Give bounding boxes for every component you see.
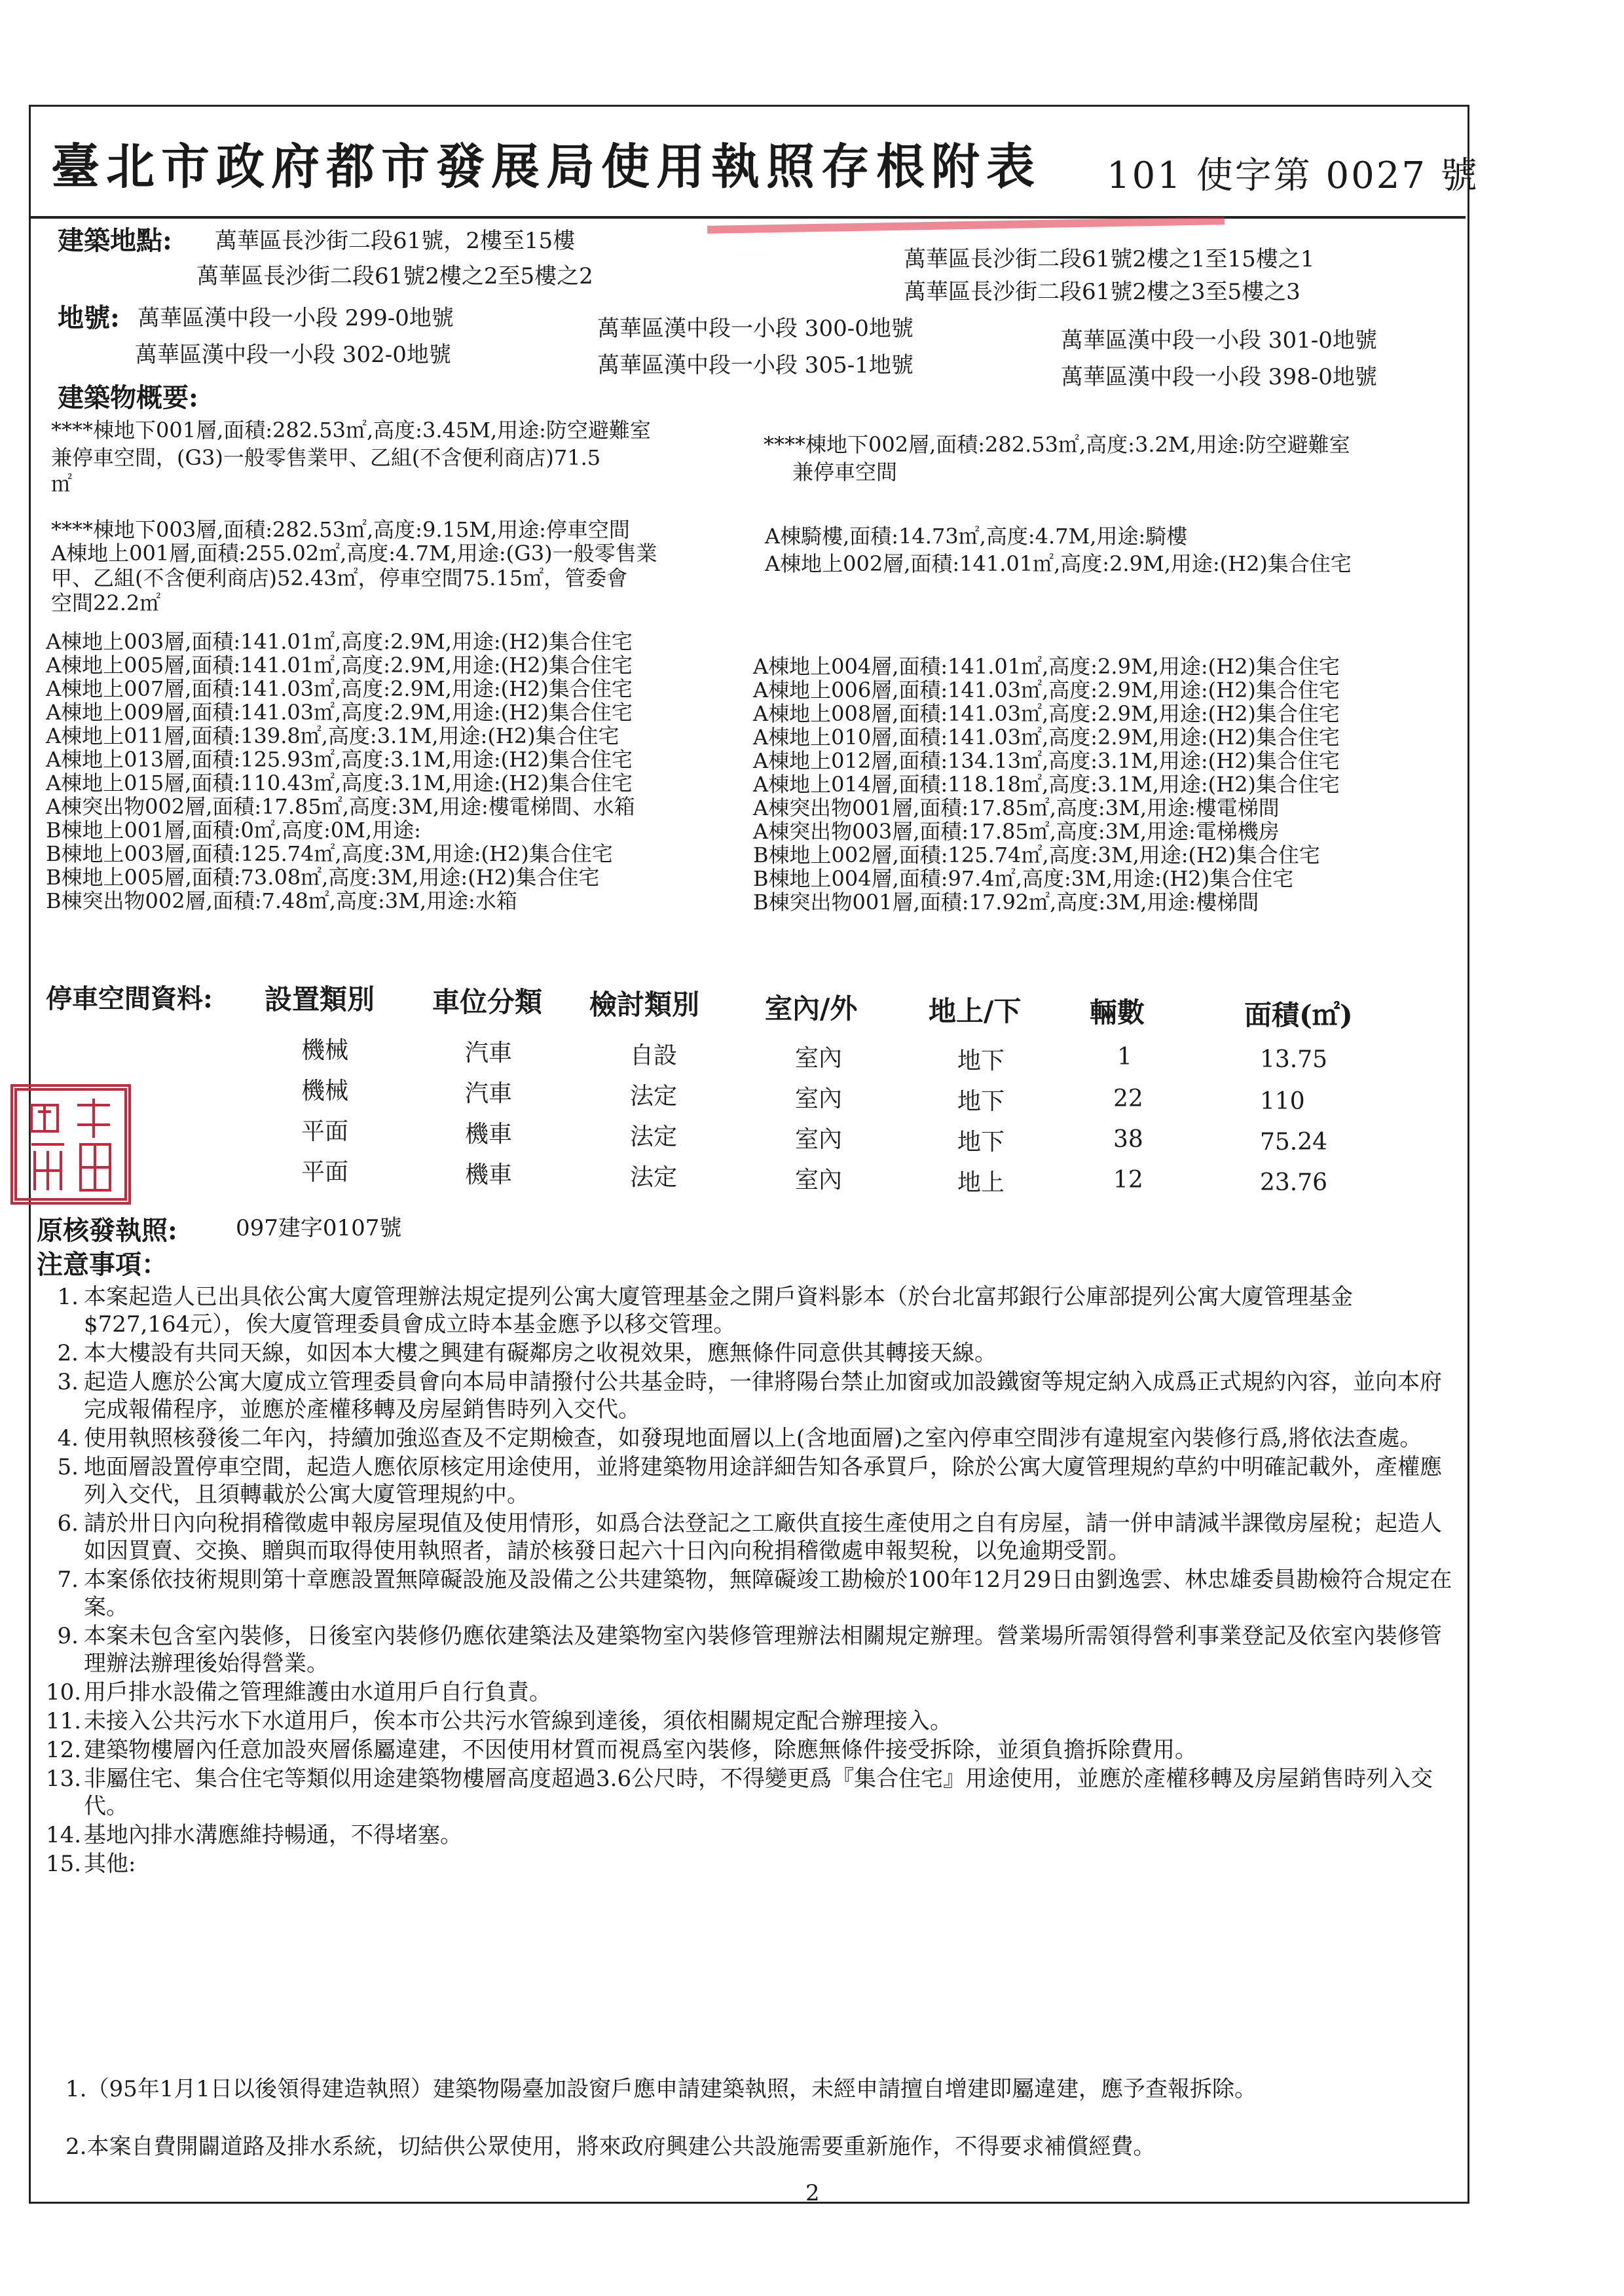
note-text: 地面層設置停車空間，起造人應依原核定用途使用，並將建築物用途詳細告知各承買戶，除於公寓大廈管理規約草約中明確記載外，產權應列入交代，且須轉載於公寓大廈管理規約中。	[84, 1454, 1442, 1508]
parking-cell: 汽車	[465, 1080, 513, 1107]
note-item	[46, 1707, 1454, 1735]
parking-cell: 汽車	[465, 1040, 513, 1066]
floor-row: B棟地上003層,面積:125.74㎡,高度:3M,用途:(H2)集合住宅	[46, 841, 613, 866]
notes-label: 注意事項：	[37, 1249, 168, 1280]
original-permit-value: 097建字0107號	[236, 1215, 402, 1241]
parking-cell: 法定	[630, 1123, 678, 1150]
parking-cell: 機車	[465, 1121, 513, 1148]
parking-cell: 機械	[301, 1037, 349, 1064]
note-number: 3.	[57, 1369, 79, 1395]
note-item	[46, 1566, 1454, 1621]
original-permit-label: 原核發執照:	[37, 1215, 177, 1246]
parking-cell: 110	[1260, 1088, 1305, 1115]
note-number: 6.	[57, 1510, 79, 1537]
parking-cell: 38	[1113, 1126, 1143, 1153]
note-text: 本大樓設有共同天線，如因本大樓之興建有礙鄰房之收視效果，應無條件同意供其轉接天線。	[84, 1340, 997, 1366]
lot-item: 萬華區漢中段一小段 301-0地號	[1061, 327, 1377, 354]
parking-cell: 22	[1113, 1085, 1143, 1112]
parking-header: 地上/下	[929, 995, 1022, 1027]
floor-row: A棟地上007層,面積:141.03㎡,高度:2.9M,用途:(H2)集合住宅	[46, 676, 633, 701]
floor-right-list	[753, 655, 1340, 914]
notes-list	[46, 1283, 1454, 1879]
note-number: 5.	[57, 1454, 79, 1480]
arcade: A棟騎樓,面積:14.73㎡,高度:4.7M,用途:騎樓	[765, 524, 1188, 549]
permit-number: 101 使字第 0027 號	[1107, 155, 1479, 197]
parking-header: 車位分類	[432, 986, 543, 1018]
parking-cell: 地下	[957, 1088, 1005, 1115]
overview-label: 建築物概要:	[58, 382, 198, 413]
parking-cell: 室內	[795, 1126, 843, 1153]
floor-row: A棟地上012層,面積:134.13㎡,高度:3.1M,用途:(H2)集合住宅	[753, 748, 1340, 773]
floor-row: A棟地上013層,面積:125.93㎡,高度:3.1M,用途:(H2)集合住宅	[46, 747, 633, 772]
note-text: 非屬住宅、集合住宅等類似用途建築物樓層高度超過3.6公尺時，不得變更爲『集合住宅』用途使用，並應於產權移轉及房屋銷售時列入交代。	[84, 1766, 1433, 1819]
parking-header: 輛數	[1090, 996, 1145, 1029]
note-number: 14.	[46, 1822, 82, 1848]
parking-cell: 機械	[301, 1078, 349, 1104]
note-item	[46, 1622, 1454, 1677]
note-item	[46, 1339, 1454, 1367]
parking-header: 設置類別	[265, 983, 375, 1015]
note-item	[46, 1368, 1454, 1423]
page-title: 臺北市政府都市發展局使用執照存根附表	[51, 139, 1041, 195]
lot-item: 萬華區漢中段一小段 398-0地號	[1061, 364, 1377, 390]
parking-cell: 12	[1113, 1167, 1143, 1194]
note-number: 4.	[57, 1425, 79, 1451]
note-number: 7.	[57, 1567, 79, 1593]
official-seal-icon	[5, 1079, 136, 1210]
floor-b2-cont: 兼停車空間	[792, 460, 898, 484]
note-number: 9.	[57, 1623, 79, 1649]
parking-header: 室內/外	[765, 993, 858, 1025]
floor-b3: ****棟地下003層,面積:282.53㎡,高度:9.15M,用途:停車空間	[51, 517, 630, 542]
floor-row: A棟突出物002層,面積:17.85㎡,高度:3M,用途:樓電梯間、水箱	[46, 794, 635, 819]
lot-item: 萬華區漢中段一小段 299-0地號	[138, 305, 454, 331]
lot-label: 地號:	[58, 302, 120, 333]
note-number: 10.	[46, 1679, 82, 1705]
note-item	[46, 1850, 1454, 1878]
parking-cell: 平面	[301, 1159, 349, 1186]
floor-row: A棟地上014層,面積:118.18㎡,高度:3.1M,用途:(H2)集合住宅	[753, 772, 1340, 797]
note-number: 11.	[46, 1708, 82, 1734]
floor-row: B棟突出物001層,面積:17.92㎡,高度:3M,用途:樓梯間	[753, 890, 1259, 915]
parking-cell: 室內	[795, 1045, 843, 1072]
parking-cell: 室內	[795, 1167, 843, 1194]
floor-row: A棟地上006層,面積:141.03㎡,高度:2.9M,用途:(H2)集合住宅	[753, 678, 1340, 702]
site-address-1: 萬華區長沙街二段61號，2樓至15樓	[215, 228, 576, 254]
site-address-3: 萬華區長沙街二段61號2樓之2至5樓之2	[196, 263, 593, 289]
note-number: 1.	[57, 1284, 79, 1310]
note-text: 起造人應於公寓大廈成立管理委員會向本局申請撥付公共基金時，一律將陽台禁止加窗或加設鐵窗等規定納入成爲正式規約內容，並向本府完成報備程序，並應於產權移轉及房屋銷售時列入交代。	[84, 1369, 1442, 1423]
note-item	[46, 1425, 1454, 1452]
floor-a1-cont2: 空間22.2㎡	[51, 591, 161, 615]
note-text: 用戶排水設備之管理維護由水道用戶自行負責。	[84, 1679, 551, 1705]
note-text: 未接入公共污水下水道用戶，俟本市公共污水管線到達後，須依相關規定配合辦理接入。	[84, 1708, 952, 1734]
floor-row: A棟地上010層,面積:141.03㎡,高度:2.9M,用途:(H2)集合住宅	[753, 725, 1340, 750]
parking-cell: 23.76	[1260, 1169, 1328, 1196]
parking-cell: 地下	[957, 1129, 1005, 1156]
floor-row: B棟地上002層,面積:125.74㎡,高度:3M,用途:(H2)集合住宅	[753, 843, 1320, 867]
parking-cell: 法定	[630, 1083, 678, 1110]
site-address-2: 萬華區長沙街二段61號2樓之1至15樓之1	[904, 246, 1315, 272]
note-item	[46, 1765, 1454, 1820]
parking-cell: 75.24	[1260, 1129, 1328, 1156]
floor-a1-cont: 甲、乙組(不含便利商店)52.43㎡，停車空間75.15㎡，管委會	[51, 566, 628, 591]
page-number: 2	[805, 2180, 820, 2206]
note-sub-item: 1.（95年1月1日以後領得建造執照）建築物陽臺加設窗戶應申請建築執照，未經申請擅自增建即屬違建，應予查報拆除。	[65, 2076, 1257, 2102]
floor-row: A棟地上003層,面積:141.01㎡,高度:2.9M,用途:(H2)集合住宅	[46, 629, 633, 654]
parking-cell: 自設	[630, 1042, 678, 1069]
floor-row: A棟地上005層,面積:141.01㎡,高度:2.9M,用途:(H2)集合住宅	[46, 653, 633, 678]
floor-row: A棟地上008層,面積:141.03㎡,高度:2.9M,用途:(H2)集合住宅	[753, 701, 1340, 726]
site-address-4: 萬華區長沙街二段61號2樓之3至5樓之3	[904, 279, 1301, 305]
floor-row: A棟地上004層,面積:141.01㎡,高度:2.9M,用途:(H2)集合住宅	[753, 654, 1340, 679]
floor-row: B棟地上001層,面積:0㎡,高度:0M,用途:	[46, 818, 421, 843]
parking-cell: 13.75	[1260, 1046, 1328, 1073]
floor-row: A棟突出物001層,面積:17.85㎡,高度:3M,用途:樓電梯間	[753, 795, 1280, 820]
note-item	[46, 1679, 1454, 1706]
floor-a1: A棟地上001層,面積:255.02㎡,高度:4.7M,用途:(G3)一般零售業	[51, 541, 657, 566]
floor-b1: ****棟地下001層,面積:282.53㎡,高度:3.45M,用途:防空避難室	[51, 418, 651, 443]
note-text: 其他:	[84, 1851, 136, 1877]
parking-cell: 法定	[630, 1164, 678, 1191]
parking-cell: 室內	[795, 1085, 843, 1112]
parking-cell: 平面	[301, 1118, 349, 1145]
note-text: 本案起造人已出具依公寓大廈管理辦法規定提列公寓大廈管理基金之開戶資料影本（於台北富邦銀行公庫部提列公寓大廈管理基金$727,164元），俟大廈管理委員會成立時本基金應予以移交管理。	[84, 1284, 1353, 1338]
note-text: 建築物樓層內任意加設夾層係屬違建，不因使用材質而視爲室內裝修，除應無條件接受拆除，並須負擔拆除費用。	[84, 1737, 1197, 1763]
floor-b1-cont: 兼停車空間，(G3)一般零售業甲、乙組(不含便利商店)71.5	[51, 445, 601, 470]
floor-row: B棟地上004層,面積:97.4㎡,高度:3M,用途:(H2)集合住宅	[753, 866, 1294, 891]
lot-item: 萬華區漢中段一小段 302-0地號	[135, 342, 451, 368]
note-number: 12.	[46, 1737, 82, 1763]
floor-row: A棟地上009層,面積:141.03㎡,高度:2.9M,用途:(H2)集合住宅	[46, 700, 633, 725]
floor-b2: ****棟地下002層,面積:282.53㎡,高度:3.2M,用途:防空避難室	[764, 432, 1350, 457]
note-text: 本案未包含室內裝修，日後室內裝修仍應依建築法及建築物室內裝修管理辦法相關規定辦理。營業場所需領得營利事業登記及依室內裝修管理辦法辦理後始得營業。	[84, 1623, 1442, 1677]
floor-a2: A棟地上002層,面積:141.01㎡,高度:2.9M,用途:(H2)集合住宅	[765, 551, 1352, 576]
parking-header: 檢討類別	[589, 989, 700, 1021]
floor-row: A棟地上015層,面積:110.43㎡,高度:3.1M,用途:(H2)集合住宅	[46, 771, 633, 795]
note-number: 13.	[46, 1766, 82, 1792]
parking-cell: 地上	[957, 1169, 1005, 1196]
lot-item: 萬華區漢中段一小段 300-0地號	[597, 316, 913, 342]
note-item	[46, 1736, 1454, 1764]
parking-header: 面積(㎡)	[1244, 999, 1353, 1031]
floor-left-list	[46, 630, 635, 913]
note-sub-item: 2.本案自費開闢道路及排水系統，切結供公眾使用，將來政府興建公共設施需要重新施作，不得要求補償經費。	[65, 2134, 1156, 2160]
floor-b1-cont2: ㎡	[51, 471, 73, 496]
note-text: 基地內排水溝應維持暢通，不得堵塞。	[84, 1822, 462, 1848]
lot-item: 萬華區漢中段一小段 305-1地號	[597, 352, 913, 378]
note-text: 請於卅日內向稅捐稽徵處申報房屋現值及使用情形，如爲合法登記之工廠供直接生產使用之自有房屋，請一併申請減半課徵房屋稅；起造人如因買賣、交換、贈與而取得使用執照者，請於核發日起六十日內向稅捐稽徵處申報契稅，以免逾期受罰。	[84, 1510, 1442, 1564]
note-number: 15.	[46, 1851, 82, 1877]
note-text: 本案係依技術規則第十章應設置無障礙設施及設備之公共建築物，無障礙竣工勘檢於100年12月29日由劉逸雲、林忠雄委員勘檢符合規定在案。	[84, 1567, 1452, 1620]
floor-row: B棟地上005層,面積:73.08㎡,高度:3M,用途:(H2)集合住宅	[46, 865, 600, 890]
site-label: 建築地點:	[58, 225, 172, 256]
parking-label: 停車空間資料:	[46, 983, 213, 1014]
note-item	[46, 1510, 1454, 1565]
floor-row: B棟突出物002層,面積:7.48㎡,高度:3M,用途:水箱	[46, 888, 517, 913]
note-number: 2.	[57, 1340, 79, 1366]
parking-cell: 1	[1117, 1044, 1132, 1070]
parking-cell: 機車	[465, 1161, 513, 1188]
note-text: 使用執照核發後二年內，持續加強巡查及不定期檢查，如發現地面層以上(含地面層)之室內停車空間涉有違規室內裝修行爲,將依法查處。	[84, 1425, 1422, 1451]
note-item	[46, 1453, 1454, 1508]
note-item	[46, 1283, 1454, 1338]
floor-row: A棟突出物003層,面積:17.85㎡,高度:3M,用途:電梯機房	[753, 819, 1280, 844]
floor-row: A棟地上011層,面積:139.8㎡,高度:3.1M,用途:(H2)集合住宅	[46, 723, 619, 748]
parking-cell: 地下	[957, 1048, 1005, 1074]
note-item	[46, 1821, 1454, 1849]
